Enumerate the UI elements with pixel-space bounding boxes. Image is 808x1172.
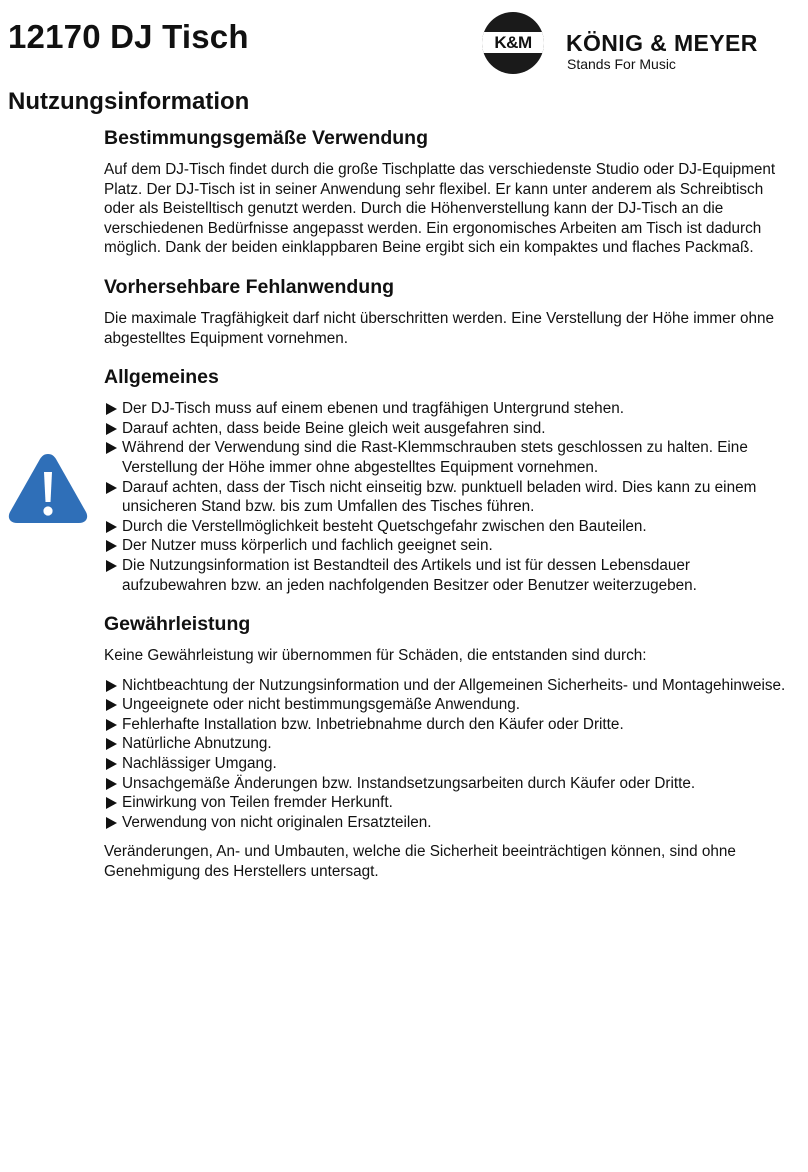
list-item: Ungeeignete oder nicht bestimmungsgemäße Anwendung. — [104, 695, 794, 715]
list-item: Verwendung von nicht originalen Ersatzteilen. — [104, 813, 794, 833]
list-item: Darauf achten, dass der Tisch nicht einseitig bzw. punktuell beladen wird. Dies kann zu einem unsicheren Stand bzw. bis zum Umfallen des Tisches führen. — [104, 478, 794, 517]
list-item: Fehlerhafte Installation bzw. Inbetriebnahme durch den Käufer oder Dritte. — [104, 715, 794, 735]
section-heading: Bestimmungsgemäße Verwendung — [104, 127, 428, 149]
document-title: 12170 DJ Tisch — [8, 18, 249, 55]
brand-logo — [482, 12, 802, 74]
section-general — [104, 365, 794, 595]
list-item: Darauf achten, dass beide Beine gleich weit ausgefahren sind. — [104, 419, 794, 439]
list-item: Einwirkung von Teilen fremder Herkunft. — [104, 793, 794, 813]
section-heading: Gewährleistung — [104, 613, 251, 636]
paragraph: Keine Gewährleistung wir übernommen für Schäden, die entstanden sind durch: — [104, 647, 647, 665]
paragraph: Auf dem DJ-Tisch findet durch die große Tischplatte das verschiedenste Studio oder DJ-Equipment Platz. Der DJ-Tisch ist in seiner Anwendung sehr flexibel. Er kann unter anderem als Schreibtisch oder als Beistelltisch genutzt werden. Durch die Höhenverstellung kann der DJ-Tisch an die verschiedenen Bedürfnisse angepasst werden. Ein ergonomisches Arbeiten am Tisch ist dadurch möglich. Dank der beiden einklappbaren Beine ergibt sich ein kompaktes und flaches Packmaß. — [104, 161, 776, 257]
list-item: Natürliche Abnutzung. — [104, 734, 794, 754]
list-item: Nichtbeachtung der Nutzungsinformation und der Allgemeinen Sicherheits- und Montagehinweise. — [104, 676, 794, 696]
section-heading: Vorhersehbare Fehlanwendung — [104, 275, 395, 298]
warning-triangle-icon — [6, 450, 90, 526]
logo-mark-text: K&M — [494, 33, 532, 52]
list-item: Die Nutzungsinformation ist Bestandteil des Artikels und ist für dessen Lebensdauer aufzubewahren bzw. an jeden nachfolgenden Besitzer oder Benutzer weiterzugeben. — [104, 556, 794, 595]
section-warranty — [104, 612, 794, 882]
list-item: Unsachgemäße Änderungen bzw. Instandsetzungsarbeiten durch Käufer oder Dritte. — [104, 774, 794, 794]
list-item: Während der Verwendung sind die Rast-Klemmschrauben stets geschlossen zu halten. Eine Verstellung der Höhe immer ohne abgestelltes Equipment vornehmen. — [104, 438, 794, 477]
bullet-list — [104, 399, 794, 595]
list-item: Nachlässiger Umgang. — [104, 754, 794, 774]
paragraph: Die maximale Tragfähigkeit darf nicht überschritten werden. Eine Verstellung der Höhe immer ohne abgestelltes Equipment vornehmen. — [104, 309, 775, 347]
paragraph: Veränderungen, An- und Umbauten, welche die Sicherheit beeinträchtigen können, sind ohne Genehmigung des Herstellers untersagt. — [104, 843, 736, 881]
list-item: Durch die Verstellmöglichkeit besteht Quetschgefahr zwischen den Bauteilen. — [104, 517, 794, 537]
section-foreseeable-misuse — [104, 275, 794, 348]
page-heading: Nutzungsinformation — [8, 88, 250, 115]
brand-name: KÖNIG & MEYER — [566, 30, 758, 56]
bullet-list — [104, 676, 794, 833]
km-logo-mark — [482, 12, 544, 74]
list-item: Der DJ-Tisch muss auf einem ebenen und tragfähigen Untergrund stehen. — [104, 399, 794, 419]
brand-tagline: Stands For Music — [567, 56, 676, 72]
section-heading: Allgemeines — [104, 366, 219, 389]
document-body — [104, 126, 794, 899]
list-item: Der Nutzer muss körperlich und fachlich geeignet sein. — [104, 536, 794, 556]
section-intended-use — [104, 126, 794, 258]
